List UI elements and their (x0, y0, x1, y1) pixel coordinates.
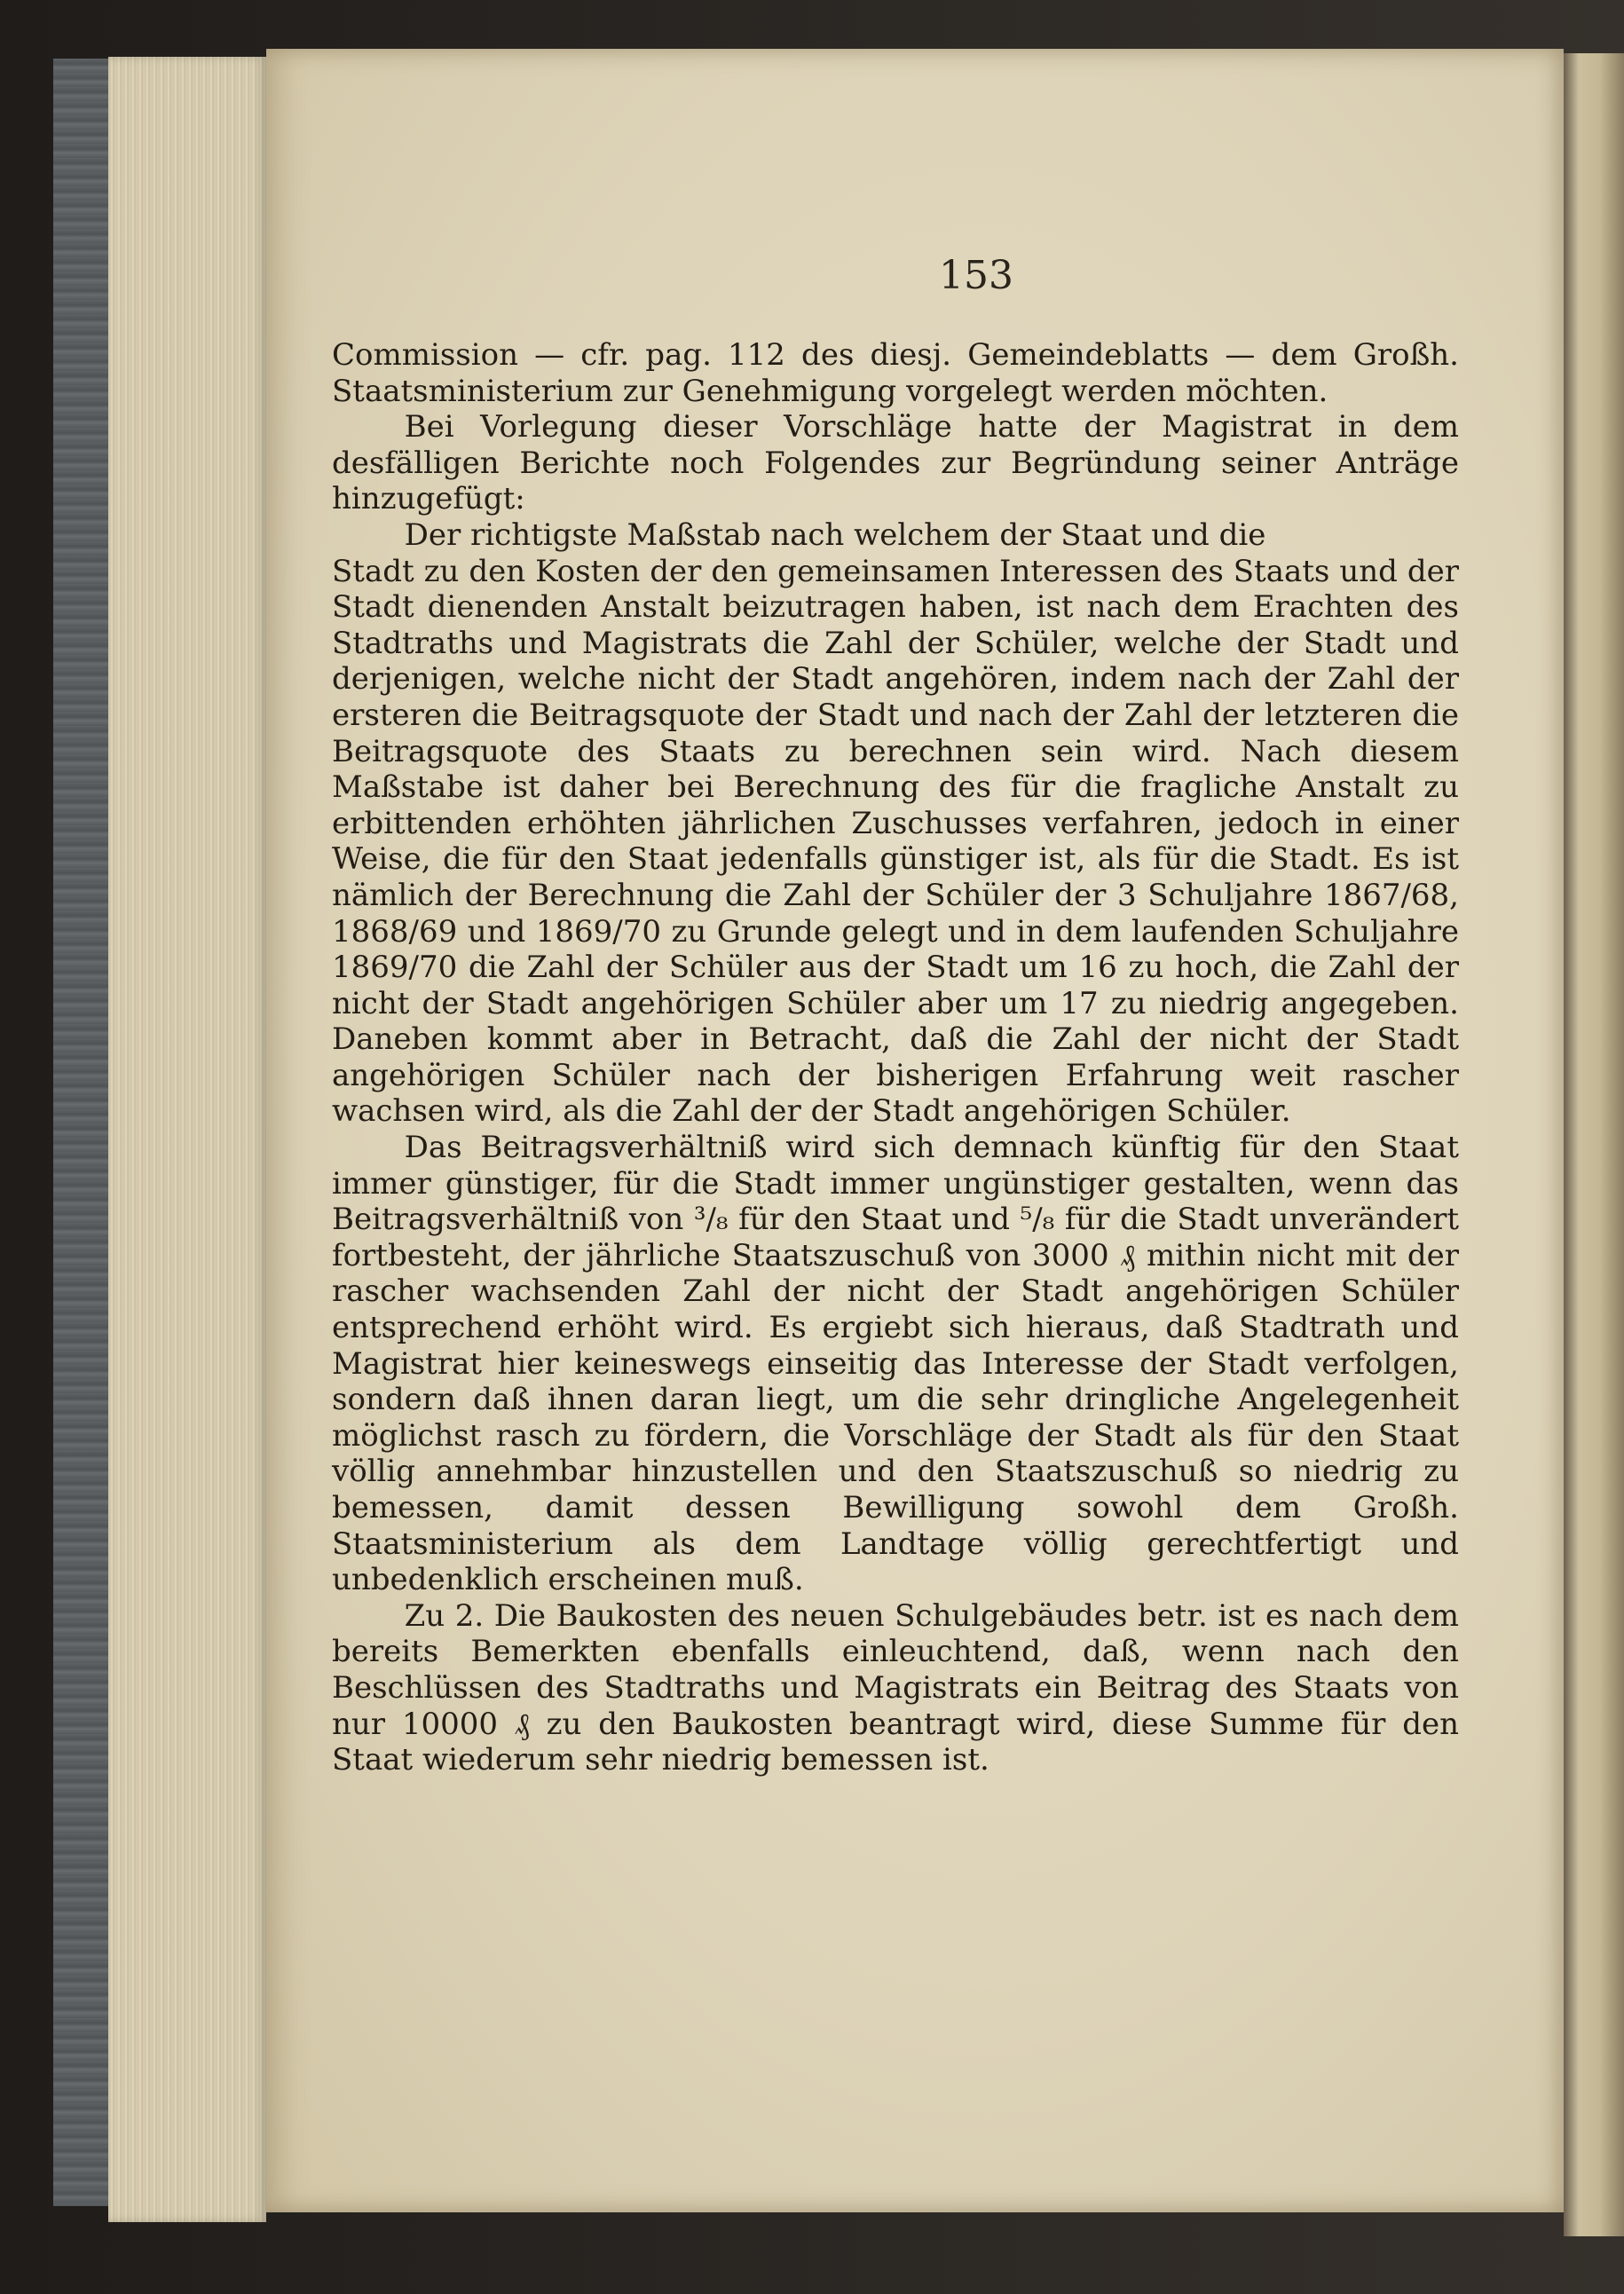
paragraph: Bei Vorlegung dieser Vorschläge hatte der Magistrat in dem desfälligen Berichte noch Folgendes zur Begründung seiner Anträge hinzugefügt: (332, 409, 1459, 517)
page-text (332, 337, 1459, 1778)
paragraph: Zu 2. Die Baukosten des neuen Schulgebäudes betr. ist es nach dem bereits Bemerkten ebenfalls einleuchtend, daß, wenn nach den Beschlüssen des Stadtraths und Magistrats ein Beitrag des Staats von nur 10000 ₰ zu den Baukosten beantragt wird, diese Summe für den Staat wiederum sehr niedrig bemessen ist. (332, 1597, 1459, 1778)
book-cover-right (1564, 53, 1624, 2236)
page-number: 153 (939, 253, 1013, 298)
paragraph: Commission — cfr. pag. 112 des diesj. Gemeindeblatts — dem Großh. Staatsministerium zur Genehmigung vorgelegt werden möchten. (332, 337, 1459, 409)
paragraph: Der richtigste Maßstab nach welchem der Staat und die (404, 516, 1266, 553)
paragraph: Das Beitragsverhältniß wird sich demnach künftig für den Staat immer günstiger, für die Stadt immer ungünstiger gestalten, wenn das Beitragsverhältniß von ³/₈ für den Staat und ⁵/₈ für die Stadt unverändert fortbesteht, der jährliche Staatszuschuß von 3000 ₰ mithin nicht mit der rascher wachsenden Zahl der nicht der Stadt angehörigen Schüler entsprechend erhöht wird. Es ergiebt sich hieraus, daß Stadtrath und Magistrat hier keineswegs einseitig das Interesse der Stadt verfolgen, sondern daß ihnen daran liegt, um die sehr dringliche Angelegenheit möglichst rasch zu fördern, die Vorschläge der Stadt als für den Staat völlig annehmbar hinzustellen und den Staatszuschuß so niedrig zu bemessen, damit dessen Bewilligung sowohl dem Großh. Staatsministerium als dem Landtage völlig gerechtfertigt und unbedenklich erscheinen muß. (332, 1130, 1459, 1598)
page-edges (108, 57, 266, 2222)
paragraph: Stadt zu den Kosten der den gemeinsamen Interessen des Staats und der Stadt dienenden Anstalt beizutragen haben, ist nach dem Erachten des Stadtraths und Magistrats die Zahl der Schüler, welche der Stadt und derjenigen, welche nicht der Stadt angehören, indem nach der Zahl der ersteren die Beitragsquote der Stadt und nach der Zahl der letzteren die Beitragsquote des Staats zu berechnen sein wird. Nach diesem Maßstabe ist daher bei Berechnung des für die fragliche Anstalt zu erbittenden erhöhten jährlichen Zuschusses verfahren, jedoch in einer Weise, die für den Staat jedenfalls günstiger ist, als für die Stadt. Es ist nämlich der Berechnung die Zahl der Schüler der 3 Schuljahre 1867/68, 1868/69 und 1869/70 zu Grunde gelegt und in dem laufenden Schuljahre 1869/70 die Zahl der Schüler aus der Stadt um 16 zu hoch, die Zahl der nicht der Stadt angehörigen Schüler aber um 17 zu niedrig angegeben. Daneben kommt aber in Betracht, daß die Zahl der nicht der Stadt angehörigen Schüler nach der bisherigen Erfahrung weit rascher wachsen wird, als die Zahl der der Stadt angehörigen Schüler. (332, 553, 1459, 1130)
book-cover-left (53, 59, 111, 2206)
